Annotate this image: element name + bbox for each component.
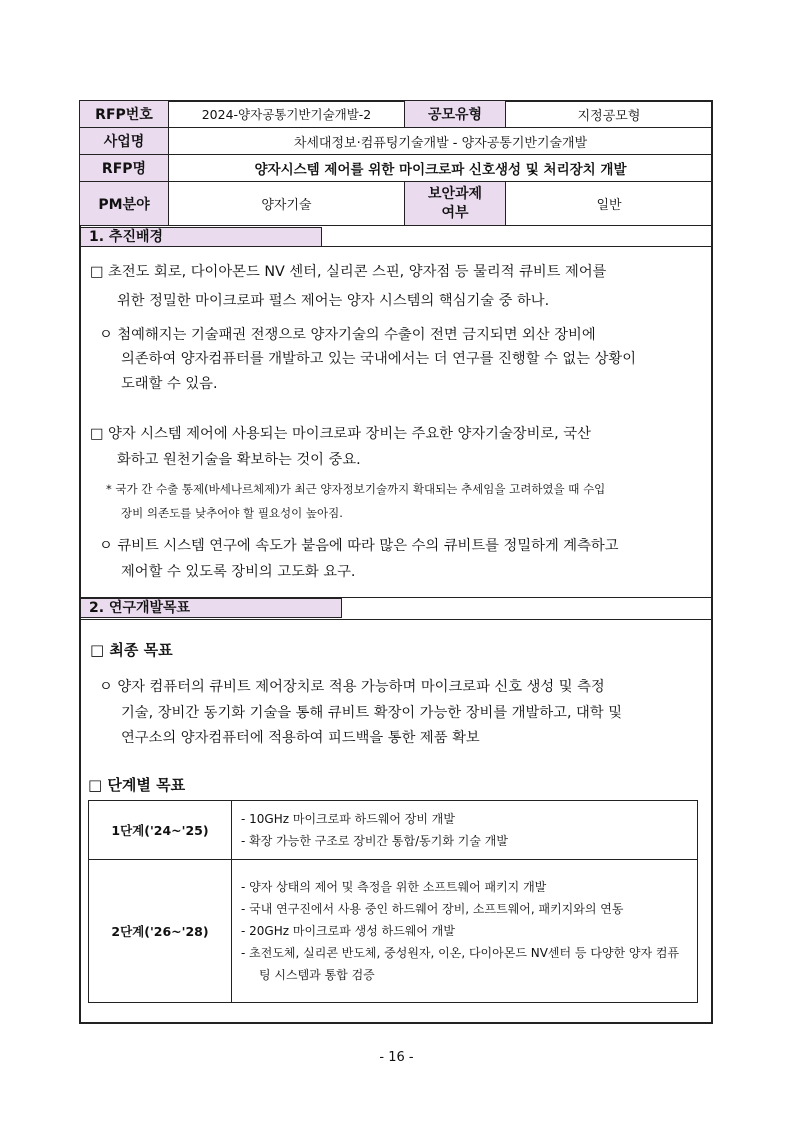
section1-rule <box>81 246 711 247</box>
rfp-name-label: RFP명 <box>80 155 169 182</box>
section1-title: 1. 추진배경 <box>81 227 322 247</box>
section1-bullet2-line1: □ 양자 시스템 제어에 사용되는 마이크로파 장비는 주요한 양자기술장비로, 국산 <box>90 426 591 442</box>
section1-sub1-line3: 도래할 수 있음. <box>121 376 218 392</box>
section1-sub2-line1: ㅇ 큐비트 시스템 연구에 속도가 붙음에 따라 많은 수의 큐비트를 정밀하게 계측하고 <box>99 538 619 554</box>
section1-bullet1-line1: □ 초전도 회로, 다이아몬드 NV 센터, 실리콘 스핀, 양자점 등 물리적 큐비트 제어를 <box>90 264 607 280</box>
pm-label: PM분야 <box>80 182 169 226</box>
section1-sub2-line2: 제어할 수 있도록 장비의 고도화 요구. <box>121 564 356 580</box>
stage2-item: - 초전도체, 실리콘 반도체, 중성원자, 이온, 다이아몬드 NV센터 등 다양한 양자 컴퓨팅 시스템과 통합 검증 <box>241 946 680 982</box>
security-label-line2: 여부 <box>441 204 469 221</box>
stage1-items <box>232 801 698 860</box>
type-value: 지정공모형 <box>506 101 713 128</box>
security-label <box>405 182 506 226</box>
project-value: 차세대정보·컴퓨팅기술개발 - 양자공통기반기술개발 <box>169 128 713 155</box>
section1-bullet1-line2: 위한 정밀한 마이크로파 펄스 제어는 양자 시스템의 핵심기술 중 하나. <box>117 293 550 309</box>
security-value: 일반 <box>506 182 713 226</box>
stage-goal-title: □ 단계별 목표 <box>88 776 186 794</box>
section2-rule <box>81 619 711 620</box>
final-goal-line1: ㅇ 양자 컴퓨터의 큐비트 제어장치로 적용 가능하며 마이크로파 신호 생성 및 측정 <box>99 679 605 695</box>
section1-note-line2: 장비 의존도를 낮추어야 할 필요성이 높아짐. <box>121 506 343 520</box>
stage-row <box>89 801 698 860</box>
final-goal-line2: 기술, 장비간 동기화 기술을 통해 큐비트 확장이 가능한 장비를 개발하고, 대학 및 <box>121 705 623 721</box>
section1-note-line1: * 국가 간 수출 통제(바세나르체제)가 최근 양자정보기술까지 확대되는 추세임을 고려하였을 때 수입 <box>106 482 606 496</box>
section1-sub1-line1: ㅇ 첨예해지는 기술패권 전쟁으로 양자기술의 수출이 전면 금지되면 외산 장비에 <box>99 327 596 343</box>
rfp-name-value: 양자시스템 제어를 위한 마이크로파 신호생성 및 처리장치 개발 <box>169 155 713 182</box>
final-goal-line3: 연구소의 양자컴퓨터에 적용하여 피드백을 통한 제품 확보 <box>121 730 480 746</box>
stage-goals-table <box>88 800 698 1003</box>
section2-title: 2. 연구개발목표 <box>81 598 342 618</box>
rfp-no-value: 2024-양자공통기반기술개발-2 <box>169 101 405 128</box>
final-goal-title: □ 최종 목표 <box>90 641 173 659</box>
stage2-item: - 양자 상태의 제어 및 측정을 위한 소프트웨어 패키지 개발 <box>241 880 547 894</box>
stage2-item: - 국내 연구진에서 사용 중인 하드웨어 장비, 소프트웨어, 패키지와의 연동 <box>241 902 624 916</box>
page-number: - 16 - <box>379 1050 414 1065</box>
section1-bullet2-line2: 화하고 원천기술을 확보하는 것이 중요. <box>117 452 361 468</box>
stage1-item: - 확장 가능한 구조로 장비간 통합/동기화 기술 개발 <box>241 834 508 848</box>
rfp-no-label: RFP번호 <box>80 101 169 128</box>
stage2-items <box>232 860 698 1003</box>
type-label: 공모유형 <box>405 101 506 128</box>
project-label: 사업명 <box>80 128 169 155</box>
security-label-line1: 보안과제 <box>427 185 483 202</box>
rfp-header-table <box>79 100 713 226</box>
stage2-name: 2단계('26~'28) <box>89 860 232 1003</box>
stage2-item: - 20GHz 마이크로파 생성 하드웨어 개발 <box>241 924 455 938</box>
section1-sub1-line2: 의존하여 양자컴퓨터를 개발하고 있는 국내에서는 더 연구를 진행할 수 없는 상황이 <box>121 351 637 367</box>
stage-row <box>89 860 698 1003</box>
stage1-name: 1단계('24~'25) <box>89 801 232 860</box>
pm-value: 양자기술 <box>169 182 405 226</box>
stage1-item: - 10GHz 마이크로파 하드웨어 장비 개발 <box>241 812 455 826</box>
